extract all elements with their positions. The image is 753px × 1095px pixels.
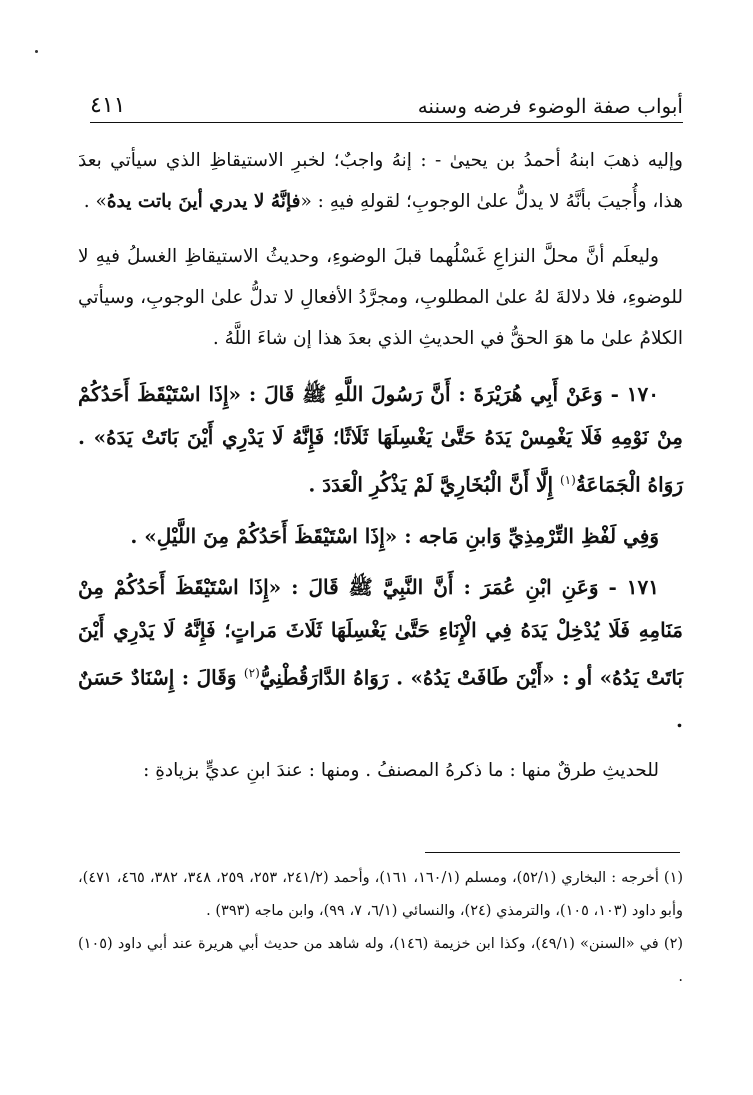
footnote-ref-2: (٢) xyxy=(243,665,260,680)
hadith-170-text: ١٧٠ - وَعَنْ أَبِي هُرَيْرَةَ : أَنَّ رَسُولَ اللَّهِ ﷺ قَالَ : «إِذَا اسْتَيْقَظَ أَحَدُكُمْ مِنْ نَوْمِهِ فَلَا يَغْمِسْ يَدَهُ حَتَّىٰ يَغْسِلَهَا ثَلَاثًا؛ فَإِنَّهُ لَا يَدْرِي أَيْنَ بَاتَتْ يَدَهُ» . رَوَاهُ الْجَمَاعَةُ xyxy=(78,382,683,497)
footnote-ref-1: (١) xyxy=(559,473,576,487)
page-header xyxy=(90,82,683,123)
paragraph-2: وليعلَم أنَّ محلَّ النزاعِ غَسْلُهما قبلَ الوضوءِ، وحديثُ الاستيقاظِ الغسلُ فيهِ لا للوضوءِ، فلا دلالةَ لهُ علىٰ المطلوبِ، ومجرَّدُ الأفعالِ لا تدلُّ علىٰ الوجوبِ، وسيأتي الكلامُ علىٰ ما هوَ الحقُّ في الحديثِ الذي بعدَ هذا إن شاءَ اللَّهُ . xyxy=(78,246,683,349)
hadith-171-text: ١٧١ - وَعَنِ ابْنِ عُمَرَ : أَنَّ النَّبِيَّ ﷺ قَالَ : «إِذَا اسْتَيْقَظَ أَحَدُكُمْ مِنْ مَنَامِهِ فَلَا يُدْخِلْ يَدَهُ فِي الْإِنَاءِ حَتَّىٰ يَغْسِلَهَا ثَلَاثَ مَراتٍ؛ فَإِنَّهُ لَا يَدْرِي أَيْنَ بَاتَتْ يَدُهُ» أو : «أَيْنَ طَافَتْ يَدُهُ» . رَوَاهُ الدَّارَقُطْنِيُّ xyxy=(78,574,684,690)
footnote-1 xyxy=(78,862,683,928)
paragraph-1-quote: فإنَّهُ لا يدري أينَ باتت يدهُ xyxy=(106,191,301,212)
paragraph-1 xyxy=(78,140,683,222)
footnote-1-number: (١) xyxy=(663,870,684,886)
running-title: أبواب صفة الوضوء فرضه وسننه xyxy=(417,94,683,118)
hadith-170-tail: إِلَّا أَنَّ الْبُخَارِيَّ لَمْ يَذْكُرِ الْعَدَدَ . xyxy=(308,472,560,497)
paragraph-1-end: » . xyxy=(83,191,107,212)
hadith-171-tail: وَقَالَ : إِسْنَادٌ حَسَنٌ . xyxy=(78,665,683,733)
paragraph-3: للحديثِ طرقٌ منها : ما ذكرهُ المصنفُ . ومنها : عندَ ابنِ عديٍّ بزيادةِ : xyxy=(143,760,659,782)
hadith-170-variant: وَفِي لَفْظِ التِّرْمِذِيِّ وَابنِ مَاجه : «إِذَا اسْتَيْقَظَ أَحَدُكُمْ مِنَ اللَّيْلِ» . xyxy=(130,523,659,548)
page-number: ٤١١ xyxy=(90,93,126,118)
footnote-separator xyxy=(425,852,680,853)
paragraph-1-text: وإليه ذهبَ ابنهُ أحمدُ بن يحيىٰ - : إنهُ واجبٌ؛ لخبرِ الاستيقاظِ الذي سيأتي بعدَ هذا، وأُجيبَ بأنَّهُ لا يدلُّ علىٰ الوجوبِ؛ لقولهِ فيهِ : « xyxy=(78,150,683,212)
footnote-2 xyxy=(78,928,683,994)
footnote-2-text: في «السنن» (٤٩/١)، وكذا ابن خزيمة (١٤٦)، وله شاهد من حديث أبي هريرة عند أبي داود (١٠٥) . xyxy=(78,936,683,985)
scan-speck xyxy=(35,50,38,53)
hadith-170 xyxy=(78,373,683,507)
footnotes xyxy=(78,862,683,994)
footnote-2-number: (٢) xyxy=(663,936,684,952)
main-text xyxy=(78,140,683,805)
footnote-1-text: أخرجه : البخاري (٥٢/١)، ومسلم (١٦٠/١، ١٦١)، وأحمد (٢٤١/٢، ٢٥٣، ٢٥٩، ٣٤٨، ٣٨٢، ٤٦٥، ٤٧١)، وأبو داود (١٠٣، ١٠٥)، والترمذي (٢٤)، والنسائي (٦/١، ٧، ٩٩)، وابن ماجه (٣٩٣) . xyxy=(78,870,683,919)
hadith-171 xyxy=(78,566,683,743)
